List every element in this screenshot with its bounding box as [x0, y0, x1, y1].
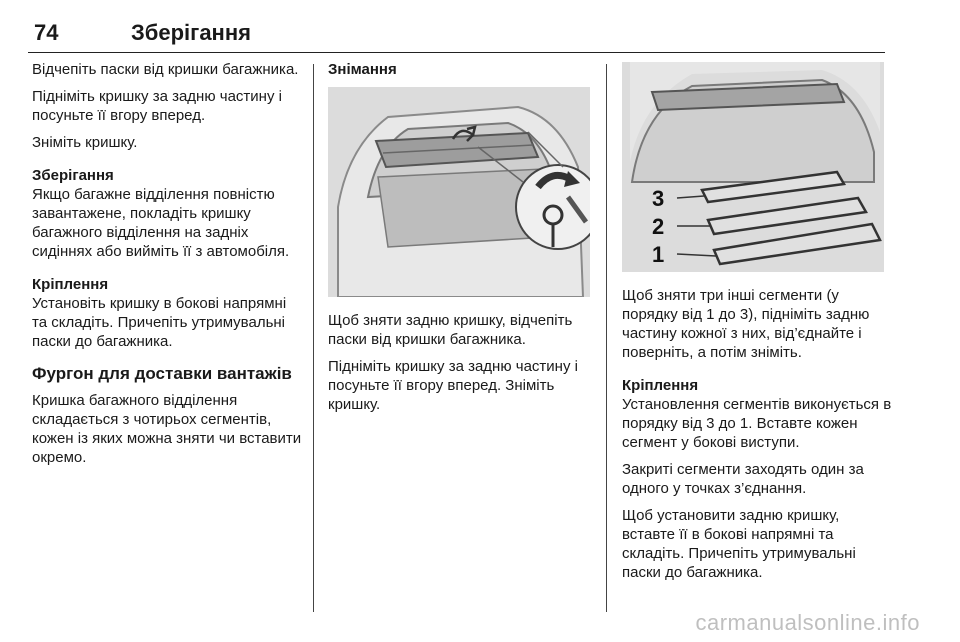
paragraph: Відчепіть паски від кришки багажника. [32, 61, 299, 78]
paragraph: Щоб установити задню кришку, вставте її в бокові напрямні та складіть. Причепіть утримувальні паски до багажника. [622, 507, 856, 581]
section-heading-fixing: Кріплення [32, 276, 109, 293]
watermark: carmanualsonline.info [695, 610, 920, 635]
section-heading-storage: Зберігання [32, 167, 114, 184]
segment-label: 1 [652, 242, 665, 267]
page-header [28, 12, 885, 53]
column-divider [313, 64, 314, 612]
paragraph: Установлення сегментів виконується в порядку від 3 до 1. Вставте кожен сегмент у бокові виступи. [622, 396, 892, 451]
illustration-segments [622, 62, 884, 272]
column-middle [328, 60, 600, 422]
illustration-cover-removal [328, 87, 590, 297]
segment-label: 2 [652, 214, 665, 239]
paragraph: Підніміть кришку за задню частину і посуньте її вгору вперед. Зніміть кришку. [328, 358, 578, 413]
column-left [32, 60, 304, 475]
page-number: 74 [34, 20, 59, 45]
paragraph: Зніміть кришку. [32, 134, 138, 151]
paragraph: Закриті сегменти заходять один за одного у точках з’єднання. [622, 461, 864, 497]
paragraph: Щоб зняти три інші сегменти (у порядку від 1 до 3), підніміть задню частину кожної з них, від’єднайте і поверніть, а потім зніміть. [622, 287, 870, 361]
section-heading-removal: Знімання [328, 61, 397, 78]
paragraph: Якщо багажне відділення повністю завантажене, покладіть кришку багажного відділення на задніх сидіннях або вийміть її з автомобіля. [32, 186, 290, 260]
paragraph: Установіть кришку в бокові напрямні та складіть. Причепіть утримувальні паски до багажника. [32, 295, 287, 350]
paragraph: Підніміть кришку за задню частину і посуньте її вгору вперед. [32, 88, 282, 124]
paragraph: Кришка багажного відділення складається з чотирьох сегментів, кожен із яких можна зняти чи вставити окремо. [32, 392, 302, 466]
paragraph: Щоб зняти задню кришку, відчепіть паски від кришки багажника. [328, 312, 573, 348]
column-right [622, 60, 894, 590]
segment-label: 3 [652, 186, 665, 211]
section-heading-fixing: Кріплення [622, 377, 699, 394]
chapter-title: Зберігання [131, 20, 251, 45]
column-divider [606, 64, 607, 612]
section-heading-van: Фургон для доставки вантажів [32, 364, 292, 383]
